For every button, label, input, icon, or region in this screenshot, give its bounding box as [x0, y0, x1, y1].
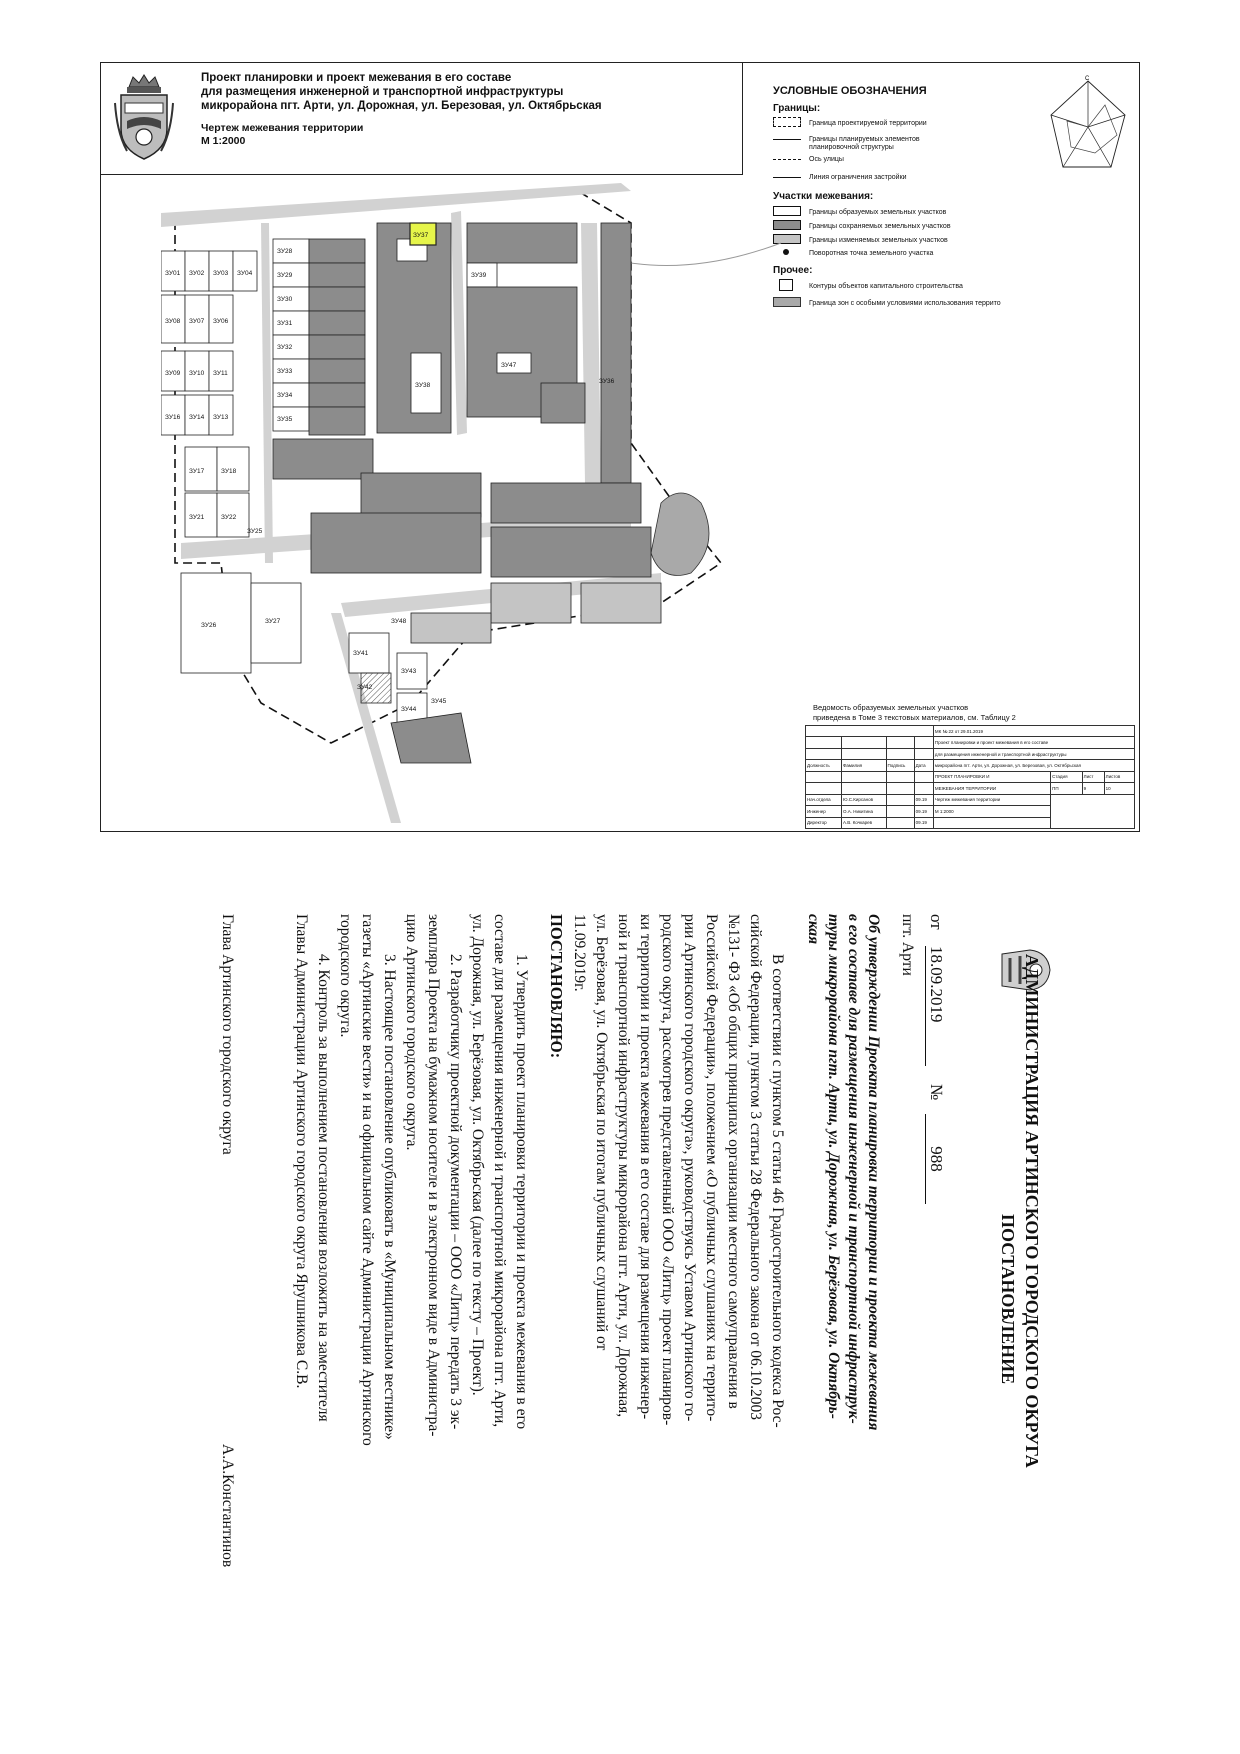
stamp-date: 09.19	[914, 817, 933, 829]
plot-label: ЗУ48	[391, 618, 407, 625]
decree-body-line: ной и транспортной инфраструктуры микрорайона пгт. Арти, ул. Дорожная,	[615, 914, 632, 1418]
plot-label: ЗУ26	[201, 622, 217, 629]
coat-of-arms-icon	[113, 73, 175, 161]
stamp-head: Лист	[1082, 771, 1104, 782]
decree-page	[0, 900, 1240, 1754]
drawing-title-line: Проект планировки и проект межевания в его составе	[201, 72, 512, 84]
decree-body-line: В соответствии с пунктом 5 статьи 46 Градостроительного кодекса Рос-	[769, 954, 786, 1428]
cadastral-map	[161, 183, 801, 823]
plot-label: ЗУ37	[413, 232, 429, 239]
decree-body-line: Российской Федерации», положением «О публичных слушаниях на террито-	[703, 914, 720, 1422]
plot-label: ЗУ14	[189, 414, 205, 421]
plot-label: ЗУ47	[501, 362, 517, 369]
legend-item: Границы изменяемых земельных участков	[809, 237, 948, 244]
stamp-sheet-title: ПРОЕКТ ПЛАНИРОВКИ И	[933, 771, 1050, 782]
decree-body-line: ул. Берёзовая, ул. Октябрьская по итогам публичных слушаний от	[593, 914, 610, 1351]
legend-item: Поворотная точка земельного участка	[809, 250, 934, 257]
decree-item-line: составе для размещения инженерной и транспортной микрорайона пгт. Арти,	[491, 914, 508, 1428]
decree-subject: ская	[805, 914, 822, 945]
plot-label: ЗУ38	[415, 382, 431, 389]
vedomost-line: Ведомость образуемых земельных участков	[813, 703, 969, 712]
decree-body-line: сийской Федерации, пунктом 3 статьи 28 Федерального закона от 06.10.2003	[747, 914, 764, 1421]
decree-place: пгт. Арти	[899, 914, 916, 976]
decree-item-line: 1. Утвердить проект планировки территории и проекта межевания в его	[513, 954, 530, 1430]
decree-number: 988	[925, 1114, 946, 1204]
legend-symbol	[773, 139, 801, 140]
plot-label: ЗУ27	[265, 618, 281, 625]
plot-label: ЗУ17	[189, 468, 205, 475]
legend-section-other: Прочее:	[773, 265, 813, 276]
decree-item-line: городского округа.	[337, 914, 354, 1038]
stamp-col: Подпись	[886, 760, 914, 771]
decree-number-label: №	[927, 1084, 946, 1101]
decree-body-line: 11.09.2019г.	[571, 914, 588, 992]
vedomost-line: приведена в Томе 3 текстовых материалов, см. Таблицу 2	[813, 713, 1016, 722]
stamp-sheet-title: МЕЖЕВАНИЯ ТЕРРИТОРИИ	[933, 783, 1050, 794]
decree-body-line: родского округа, рассмотрев представленный ООО «Литц» проект планиров-	[659, 914, 676, 1426]
plot-label: ЗУ32	[277, 344, 293, 351]
decree-date: 18.09.2019	[925, 946, 946, 1066]
legend-section-borders: Границы:	[773, 103, 821, 114]
plot-label: ЗУ30	[277, 296, 293, 303]
plot-label: ЗУ07	[189, 318, 205, 325]
plot-label: ЗУ33	[277, 368, 293, 375]
legend-item: Ось улицы	[809, 156, 844, 163]
decree-org-header: АДМИНИСТРАЦИЯ АРТИНСКОГО ГОРОДСКОГО ОКРУГА	[1022, 954, 1042, 1468]
plot-label: ЗУ42	[357, 684, 373, 691]
legend-item: Граница проектируемой территории	[809, 120, 927, 127]
stamp-project: Проект планировки и проект межевания в его составе	[933, 737, 1134, 748]
decree-subject: в его составе для размещения инженерной и транспортной инфраструк-	[845, 914, 862, 1424]
plot-label: ЗУ36	[599, 378, 615, 385]
decree-subject: туры микрорайона пгт. Арти, ул. Дорожная, ул. Берёзовая, ул. Октябрь-	[825, 914, 842, 1419]
stamp-head: Листов	[1104, 771, 1134, 782]
legend-item: Границы сохраняемых земельных участков	[809, 223, 951, 230]
plot-label: ЗУ10	[189, 370, 205, 377]
legend-item: Границы образуемых земельных участков	[809, 209, 947, 216]
plot-label: ЗУ34	[277, 392, 293, 399]
drawing-scale: М 1:2000	[201, 135, 246, 147]
stamp-role: Нач.отдела	[806, 794, 842, 805]
legend-title: УСЛОВНЫЕ ОБОЗНАЧЕНИЯ	[773, 85, 927, 97]
legend-item: планировочной структуры	[809, 144, 894, 151]
plot-label: ЗУ01	[165, 270, 181, 277]
decree-body-line: ки территории и проекта межевания в его составе для размещения инженер-	[637, 914, 654, 1420]
signature-title: Глава Артинского городского округа	[219, 914, 236, 1155]
drawing-sheet	[100, 62, 1140, 832]
stamp-date: 09.19	[914, 806, 933, 817]
drawing-title-block	[101, 63, 743, 175]
plot-label: ЗУ08	[165, 318, 181, 325]
plot-label: ЗУ44	[401, 706, 417, 713]
plot-label: ЗУ28	[277, 248, 293, 255]
stamp-stage: ПП	[1051, 783, 1082, 794]
decree-item-line: 3. Настоящее постановление опубликовать в «Муниципальном вестнике»	[381, 954, 398, 1440]
legend-symbol	[773, 177, 801, 178]
decree-date-prefix: от	[927, 914, 946, 930]
plot-label: ЗУ31	[277, 320, 293, 327]
stamp-person: А.В. Кочкарев	[841, 817, 886, 829]
decree-subject: Об утверждении Проекта планировки территории и проекта межевания	[865, 914, 882, 1431]
plot-label: ЗУ21	[189, 514, 205, 521]
plot-label: ЗУ45	[431, 698, 447, 705]
plot-label: ЗУ03	[213, 270, 229, 277]
stamp-project: микрорайона пгт. Арти, ул. Дорожная, ул. Березовая, ул. Октябрьская	[933, 760, 1134, 771]
plot-label: ЗУ25	[247, 528, 263, 535]
signature-name: А.А.Константинов	[219, 1444, 236, 1568]
legend-item: Контуры объектов капитального строительства	[809, 283, 963, 290]
decree-item-line: Главы Администрации Артинского городского округа Ярушникова С.В.	[293, 914, 310, 1389]
vedomost-note	[813, 703, 1016, 723]
stamp-person: О.А. Никитина	[841, 806, 886, 817]
plot-label: ЗУ13	[213, 414, 229, 421]
svg-text:С: С	[1085, 76, 1090, 82]
decree-item-line: ул. Дорожная, ул. Берёзовая, ул. Октябрьская (далее по тексту – Проект).	[469, 914, 486, 1396]
legend	[743, 63, 1141, 363]
stamp-drawing: М 1:2000	[933, 806, 1050, 817]
decree-item-line: 4. Контроль за выполнением постановления возложить на заместителя	[315, 954, 332, 1422]
decree-body-line: рии Артинского городского округа», руководствуясь Уставом Артинского го-	[681, 914, 698, 1422]
plot-label: ЗУ09	[165, 370, 181, 377]
legend-symbol	[773, 159, 801, 160]
stamp-role: Инженер	[806, 806, 842, 817]
drawing-subtitle: Чертеж межевания территории	[201, 122, 364, 134]
stamp-project: для размещения инженерной и транспортной инфраструктуры	[933, 748, 1134, 759]
legend-section-plots: Участки межевания:	[773, 191, 874, 202]
legend-symbol	[773, 117, 801, 127]
stamp-drawing: Чертеж межевания территории	[933, 794, 1050, 805]
plot-label: ЗУ35	[277, 416, 293, 423]
stamp-role: Директор	[806, 817, 842, 829]
stamp-col: Дата	[914, 760, 933, 771]
stamp-sheet: 9	[1082, 783, 1104, 794]
plot-label: ЗУ18	[221, 468, 237, 475]
stamp-col: Фамилия	[841, 760, 886, 771]
decree-resolve: ПОСТАНОВЛЯЮ:	[547, 914, 566, 1059]
decree-item-line: цию Артинского городского округа.	[403, 914, 420, 1151]
decree-type-header: ПОСТАНОВЛЕНИЕ	[998, 1214, 1018, 1385]
drawing-title-line: микрорайона пгт. Арти, ул. Дорожная, ул. Березовая, ул. Октябрьская	[201, 100, 602, 112]
plot-label: ЗУ11	[213, 370, 228, 377]
decree-item-line: газеты «Артинские вести» и на официальном сайте Администрации Артинского	[359, 914, 376, 1446]
stamp-person: Ю.С.Кирсанов	[841, 794, 886, 805]
north-rose-icon	[1043, 75, 1133, 175]
decree-item-line: земпляра Проекта на бумажном носителе и в электронном виде в Администра-	[425, 914, 442, 1437]
plot-label: ЗУ06	[213, 318, 229, 325]
plot-label: ЗУ16	[165, 414, 181, 421]
plot-label: ЗУ22	[221, 514, 237, 521]
decree-body-line: №131- ФЗ «Об общих принципах организации местного самоуправления в	[725, 914, 742, 1409]
plot-label: ЗУ39	[471, 272, 487, 279]
stamp-date: 09.19	[914, 794, 933, 805]
stamp-col: Должность	[806, 760, 842, 771]
plot-label: ЗУ29	[277, 272, 293, 279]
plot-label: ЗУ41	[353, 650, 369, 657]
plot-label: ЗУ04	[237, 270, 253, 277]
stamp-head: Стадия	[1051, 771, 1082, 782]
drawing-title-line: для размещения инженерной и транспортной инфраструктуры	[201, 86, 564, 98]
plot-label: ЗУ02	[189, 270, 205, 277]
stamp-code: МК № 22 от 29.01.2019	[933, 726, 1134, 737]
plot-label: ЗУ43	[401, 668, 417, 675]
legend-item: Граница зон с особыми условиями использования террито	[809, 300, 1001, 307]
legend-item: Границы планируемых элементов	[809, 136, 920, 143]
legend-item: Линия ограничения застройки	[809, 174, 907, 181]
decree-item-line: 2. Разработчику проектной документации – ООО «Литц» передать 3 эк-	[447, 954, 464, 1430]
title-stamp	[805, 725, 1135, 829]
stamp-sheets: 10	[1104, 783, 1134, 794]
